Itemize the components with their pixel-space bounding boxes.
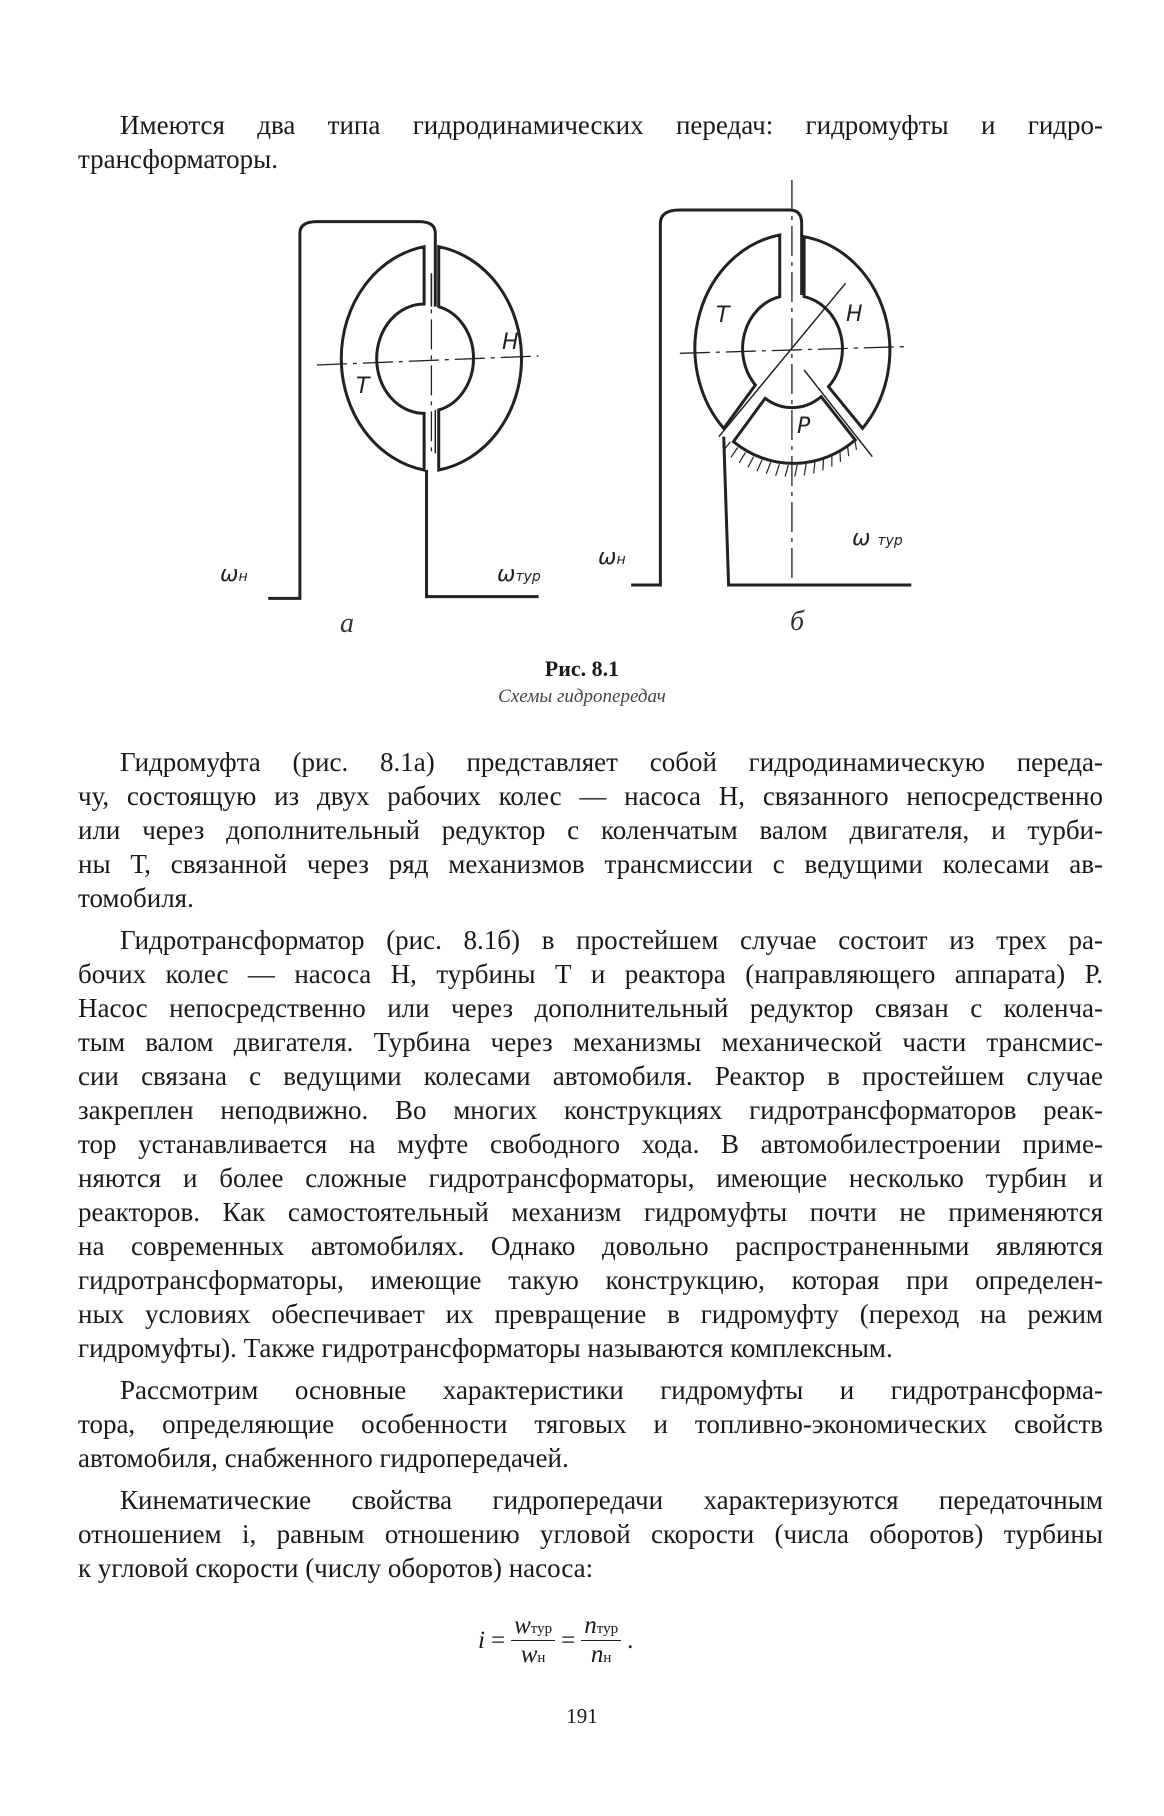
label-omega-n-a: ωн	[220, 562, 248, 587]
text-line: гидротрансформаторы, имеющие такую конструкцию, которая при определен-	[78, 1265, 1103, 1295]
figure-caption-title: Схемы гидропередач	[498, 686, 666, 707]
fixed-reactor-hatching	[723, 441, 856, 477]
label-pump-a: Н	[502, 330, 519, 355]
hatch-mark	[757, 460, 762, 471]
label-reactor-b: Р	[797, 414, 811, 439]
text-line: Рассмотрим основные характеристики гидромуфты и гидротрансформа-	[120, 1375, 1103, 1405]
text-line: Кинематические свойства гидропередачи характеризуются передаточным	[120, 1485, 1103, 1515]
hatch-mark	[766, 462, 770, 473]
text-line: реакторов. Как самостоятельный механизм гидромуфты почти не применяются	[78, 1197, 1103, 1227]
text-line: Имеются два типа гидродинамических передач: гидромуфты и гидро-	[120, 110, 1103, 140]
formula-period: .	[627, 1626, 634, 1654]
hatch-mark	[855, 441, 857, 450]
text-line: на современных автомобилях. Однако довольно распространенными являются	[78, 1231, 1103, 1261]
reactor-wheel-b	[733, 397, 855, 464]
text-line: гидромуфты). Также гидротрансформаторы называются комплексным.	[78, 1333, 893, 1363]
gear-ratio-formula	[478, 1612, 633, 1669]
text-line: ны Т, связанной через ряд механизмов трансмиссии с ведущими колесами ав-	[78, 849, 1103, 879]
text-line: ных условиях обеспечивает их превращение в гидромуфту (переход на режим	[78, 1299, 1103, 1329]
hatch-mark	[814, 462, 815, 473]
hatch-mark	[776, 464, 780, 476]
paragraph	[78, 1373, 1103, 1475]
turbine-wheel-a	[341, 247, 424, 470]
text-line: тор устанавливается на муфте свободного хода. В автомобилестроении приме-	[78, 1129, 1103, 1159]
text-line: тым валом двигателя. Турбина через механизмы механической части трансмис-	[78, 1027, 1103, 1057]
label-turbine-a: Т	[356, 374, 370, 399]
label-omega-tur-b: ω тур	[852, 526, 903, 551]
text-line: Гидротрансформатор (рис. 8.1б) в простейшем случае состоит из трех ра-	[120, 925, 1103, 955]
hatch-mark	[785, 465, 788, 477]
intro-paragraph	[78, 108, 1103, 176]
figure-letter-a: а	[340, 608, 354, 639]
centerline	[317, 273, 539, 453]
fraction-n: $\frac{\text{nтур}}{nн}$	[581, 1612, 621, 1669]
label-pump-b: Н	[846, 302, 863, 327]
text-line: сии связана с ведущими колесами автомобиля. Реактор в простейшем случае	[78, 1061, 1103, 1091]
text-line: к угловой скорости (числу оборотов) насоса:	[78, 1553, 594, 1583]
formula-lhs: i	[478, 1626, 485, 1654]
body-text	[78, 745, 1103, 1585]
text-line: Гидромуфта (рис. 8.1а) представляет собой гидродинамическую переда-	[120, 747, 1103, 777]
hatch-mark	[804, 464, 806, 476]
figure-caption-number: Рис. 8.1	[544, 656, 620, 681]
hatch-mark	[748, 457, 754, 468]
hatch-mark	[795, 465, 798, 477]
label-omega-n-b: ωн	[598, 545, 626, 570]
text-line: отношением i, равным отношению угловой скорости (числа оборотов) турбины	[78, 1519, 1103, 1549]
text-line: тора, определяющие особенности тяговых и топливно-экономических свойств	[78, 1409, 1103, 1439]
text-line: чу, состоящую из двух рабочих колес — насоса Н, связанного непосредственно	[78, 781, 1103, 811]
hatch-mark	[739, 452, 745, 462]
paragraph	[78, 1483, 1103, 1585]
text-line: автомобиля, снабженного гидропередачей.	[78, 1443, 569, 1473]
text-line: закреплен неподвижно. Во многих конструкциях гидротрансформаторов реак-	[78, 1095, 1103, 1125]
pump-shaft-b	[631, 210, 802, 585]
label-omega-tur-a: ωтур	[497, 562, 541, 587]
hatch-mark	[731, 448, 738, 458]
text-line: няются и более сложные гидротрансформаторы, имеющие несколько турбин и	[78, 1163, 1103, 1193]
paragraph	[78, 745, 1103, 915]
hydro-transmission-diagram	[200, 180, 960, 700]
figure-letter-b: б	[790, 606, 805, 637]
paragraph	[78, 923, 1103, 1365]
centerline	[680, 180, 904, 578]
equals-sign: =	[561, 1626, 576, 1654]
fraction-omega: $\frac{\text{wтур}}{wн}$	[511, 1612, 555, 1669]
page-number: 191	[566, 1704, 598, 1728]
text-line: трансформаторы.	[78, 144, 278, 174]
text-line: Насос непосредственно или через дополнительный редуктор связан с коленча-	[78, 993, 1103, 1023]
text-line: или через дополнительный редуктор с коленчатым валом двигателя, и турби-	[78, 815, 1103, 845]
hatch-mark	[840, 452, 841, 462]
equals-sign: =	[490, 1626, 506, 1654]
label-turbine-b: Т	[716, 303, 730, 328]
text-line: томобиля.	[78, 883, 194, 913]
hatch-mark	[848, 446, 849, 456]
text-line: бочих колес — насоса Н, турбины Т и реактора (направляющего аппарата) Р.	[78, 959, 1103, 989]
hatch-mark	[823, 459, 824, 470]
